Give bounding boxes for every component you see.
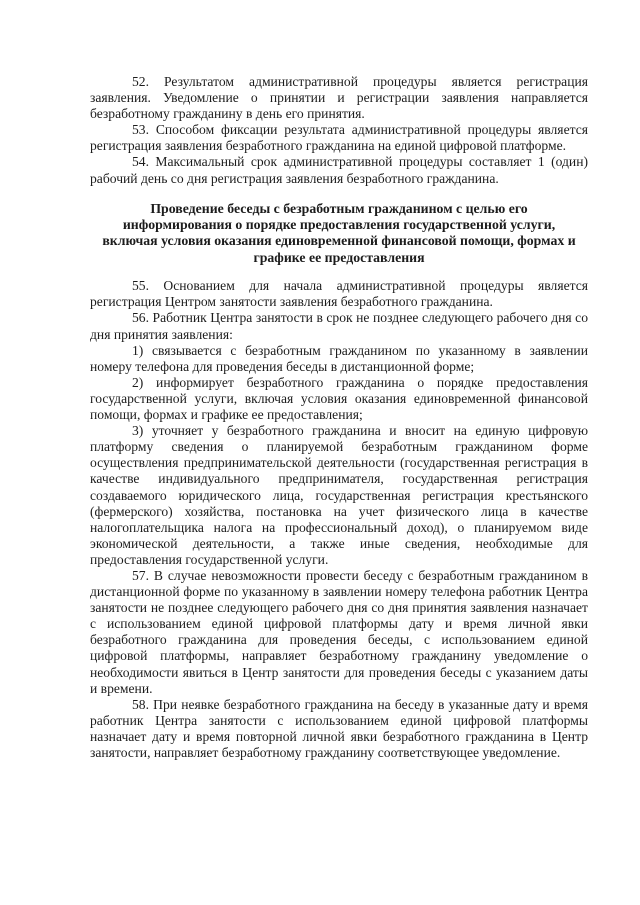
list-item-1: 1) связывается с безработным гражданином по указанному в заявлении номеру телефона для проведения беседы в дистанционной форме; <box>90 342 588 374</box>
paragraph-55: 55. Основанием для начала административной процедуры является регистрация Центром занятости заявления безработного гражданина. <box>90 278 588 310</box>
list-item-2: 2) информирует безработного гражданина о порядке предоставления государственной услуги, включая условия оказания единовременной финансовой помощи, формах и графике ее предоставления; <box>90 374 588 423</box>
paragraph-53: 53. Способом фиксации результата административной процедуры является регистрация заявления безработного гражданина на единой цифровой платформе. <box>90 122 588 154</box>
paragraph-58: 58. При неявке безработного гражданина на беседу в указанные дату и время работник Центра занятости с использованием единой цифровой платформы назначает дату и время повторной личной явки безработного гражданина в Центр занятости, направляет безработному гражданину соответствующее уведомление. <box>90 696 588 760</box>
paragraph-57: 57. В случае невозможности провести беседу с безработным гражданином в дистанционной форме по указанному в заявлении номеру телефона работник Центра занятости не позднее следующего рабочего дня со дня принятия заявления назначает с использованием единой цифровой платформы дату и время личной явки безработного гражданина для проведения беседы, с использованием единой цифровой платформы, направляет безработному гражданину уведомление о необходимости явиться в Центр занятости для проведения беседы с указанием даты и времени. <box>90 567 588 696</box>
paragraph-54: 54. Максимальный срок административной процедуры составляет 1 (один) рабочий день со дня регистрация заявления безработного гражданина. <box>90 154 588 186</box>
paragraph-56: 56. Работник Центра занятости в срок не позднее следующего рабочего дня со дня принятия заявления: <box>90 310 588 342</box>
document-page <box>90 74 588 761</box>
paragraph-52: 52. Результатом административной процедуры является регистрация заявления. Уведомление о принятии и регистрации заявления направляется безработному гражданину в день его принятия. <box>90 74 588 122</box>
list-item-3: 3) уточняет у безработного гражданина и вносит на единую цифровую платформу сведения о планируемой безработным гражданином форме осуществления предпринимательской деятельности (государственная регистрация в качестве индивидуального предпринимателя, государственная регистрация создаваемого юридического лица, государственная регистрация крестьянского (фермерского) хозяйства, постановка на учет физического лица в качестве налогоплательщика налога на профессиональный доход), о планируемом виде экономической деятельности, а также иные сведения, необходимые для предоставления государственной услуги. <box>90 423 588 567</box>
section-heading: Проведение беседы с безработным гражданином с целью его информирования о порядке предоставления государственной услуги, включая условия оказания единовременной финансовой помощи, формах и графике ее предоставления <box>102 200 576 265</box>
